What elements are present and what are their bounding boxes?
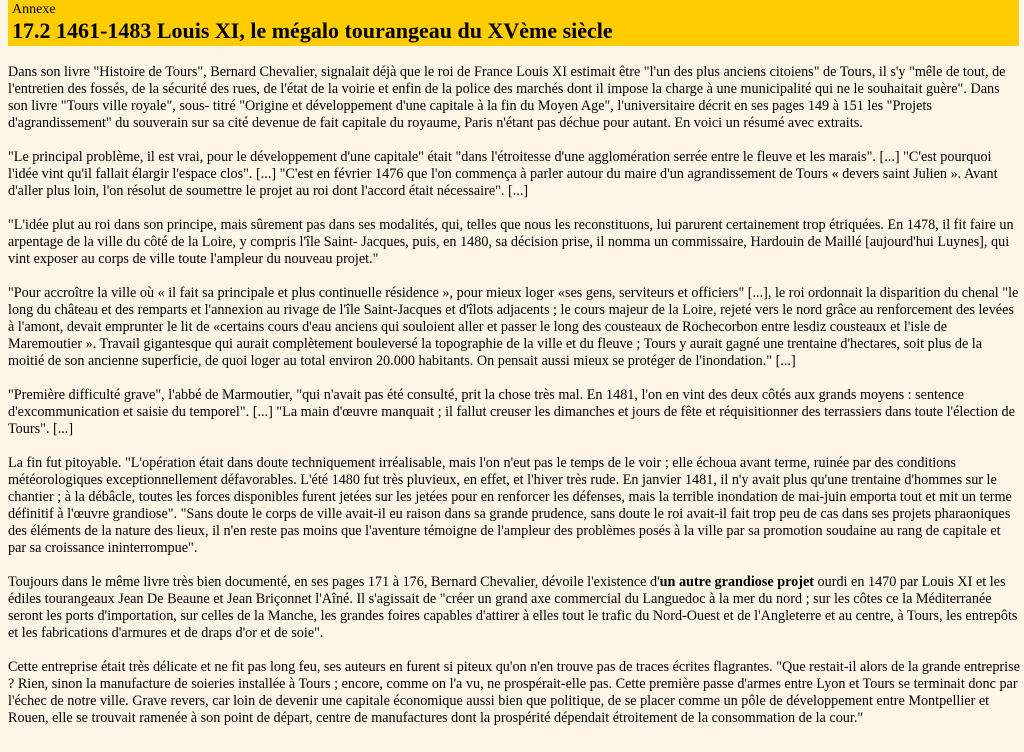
page-title: 17.2 1461-1483 Louis XI, le mégalo tourangeau du XVème siècle [12,18,613,43]
page-header [8,0,1019,46]
paragraph-7-end: ourdi en 1470 par Louis XI et les édiles tourangeaux Jean De Beaune et Jean Briçonnet l'Aîné. Il s'agissait de "créer un grand axe commercial du Languedoc à la mer du nord ; sur les côtes ce la Méditerranée seront les ports d'importation, sur celles de la Manche, les grandes foires capables d'attirer à elles tout le trafic du Nord-Ouest et de l'Angleterre et au centre, à Tours, les entrepôts et les fabrications d'armures et de draps d'or et de soie". [8,574,1018,641]
paragraph-7-emphasis: un autre grandiose projet [659,574,814,590]
section-label: Annexe [12,2,56,17]
paragraph-7 [8,574,1020,642]
paragraph-6: La fin fut pitoyable. "L'opération était dans doute techniquement irréalisable, mais l'on n'eut pas le temps de le voir ; elle échoua avant terme, ruinée par des conditions météorologiques exceptionnellement défavorables. L'été 1480 fut très pluvieux, en effet, et l'hiver très rude. En janvier 1481, il n'y avait plus qu'une trentaine d'hommes sur le chantier ; à la débâcle, toutes les forces disponibles furent jetées sur les jetées pour en renforcer les défenses, mais la terrible inondation de mai-juin emporta tout et mit un terme définitif à l'œuvre grandiose". "Sans doute le corps de ville avait-il eu raison dans sa grande prudence, sans doute le roi avait-il fait trop peu de cas dans ses projets pharaoniques des éléments de la nature des lieux, il n'en reste pas moins que l'aventure témoigne de l'ampleur des problèmes posés à la ville par sa promotion soudaine au rang de capitale et par sa croissance ininterrompue". [8,455,1012,556]
paragraph-5: "Première difficulté grave", l'abbé de Marmoutier, "qui n'avait pas été consulté, prit la chose très mal. En 1481, l'on en vint des deux côtés aux grands moyens : sentence d'excommunication et saisie du temporel". [...] "La main d'œuvre manquait ; il fallut creuser les dimanches et jours de fête et réquisitionner des terrassiers dans toute l'élection de Tours". [...] [8,387,1015,437]
paragraph-3: "L'idée plut au roi dans son principe, mais sûrement pas dans ses modalités, qui, telles que nous les reconstituons, lui parurent certainement trop étriquées. En 1478, il fit faire un arpentage de la ville du côté de la Loire, y compris l'île Saint- Jacques, puis, en 1480, sa décision prise, il nomma un commissaire, Hardouin de Maillé [aujourd'hui Luynes], qui vint exposer au corps de ville toute l'ampleur du nouveau projet." [8,217,1014,267]
paragraph-2: "Le principal problème, il est vrai, pour le développement d'une capitale" était "dans l'étroitesse d'une agglomération serrée entre le fleuve et les marais". [...] "C'est pourquoi l'idée vint qu'il fallait élargir l'espace clos". [...] "C'est en février 1476 que l'on commença à parler autour du maire d'un agrandissement de Tours « devers saint Julien ». Avant d'aller plus loin, l'on résolut de soumettre le projet au roi dont l'accord était nécessaire". [...] [8,149,998,199]
paragraph-4: "Pour accroître la ville où « il fait sa principale et plus continuelle résidence », pour mieux loger «ses gens, serviteurs et officiers" [...], le roi ordonnait la disparition du chenal "le long du château et des remparts et l'annexion au rivage de l'île Saint-Jacques et d'îlots adjacents ; le cours majeur de la Loire, rejeté vers le nord grâce au renforcement des levées à l'amont, devait emprunter le lit de «certains cours d'eau anciens qui souloient aller et passer le long des cousteaux de Rochecorbon entre lesdiz cousteaux et l'isle de Maremoutier ». Travail gigantesque qui aurait complètement bouleversé la topographie de la ville et du fleuve ; Tours y aurait gagné une trentaine d'hectares, soit plus de la moitié de son ancienne superficie, de quoi loger au total environ 20.000 habitants. On pensait aussi mieux se protéger de l'inondation." [...] [8,285,1019,369]
article-body [8,64,1020,744]
paragraph-8: Cette entreprise était très délicate et ne fit pas long feu, ses auteurs en furent si piteux qu'on n'en trouve pas de traces écrites flagrantes. "Que restait-il alors de la grande entreprise ? Rien, sinon la manufacture de soieries installée à Tours ; encore, comme on l'a vu, ne prospérait-elle pas. Cette première passe d'armes entre Lyon et Tours se terminait donc par l'échec de notre ville. Grave revers, car loin de devenir une capitale économique aussi bien que politique, de se placer comme un pôle de développement entre Montpellier et Rouen, elle se trouvait ramenée à son point de départ, centre de manufactures dont la prospérité dépendait étroitement de la consommation de la cour." [8,659,1020,726]
paragraph-7-start: Toujours dans le même livre très bien documenté, en ses pages 171 à 176, Bernard Chevalier, dévoile l'existence d' [8,574,660,590]
paragraph-1: Dans son livre "Histoire de Tours", Bernard Chevalier, signalait déjà que le roi de France Louis XI estimait être "l'un des plus anciens citoiens" de Tours, il s'y "mêle de tout, de l'entretien des fossés, de la sécurité des rues, de l'état de la voirie et enfin de la police des marchés dont il impose la charge à une municipalité qui ne le souhaitait guère". Dans son livre "Tours ville royale", sous- titré "Origine et développement d'une capitale à la fin du Moyen Age", l'universitaire décrit en ses pages 149 à 151 les "Projets d'agrandissement" du souverain sur sa cité devenue de fait capitale du royaume, Paris n'étant pas déchue pour autant. En voici un résumé avec extraits. [8,64,1006,131]
